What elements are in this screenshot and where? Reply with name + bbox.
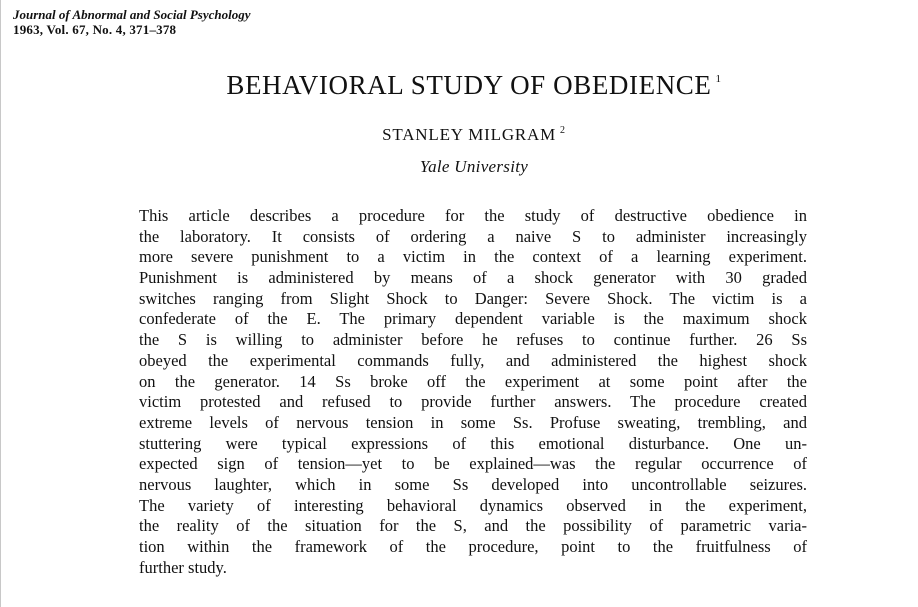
abstract-line: victim protested and refused to provide further answers. The procedure created bbox=[139, 392, 807, 412]
journal-header bbox=[13, 7, 251, 37]
author-block bbox=[0, 121, 918, 145]
abstract-line: The variety of interesting behavioral dynamics observed in the experiment, bbox=[139, 495, 807, 515]
journal-issue-info: 1963, Vol. 67, No. 4, 371–378 bbox=[13, 22, 177, 37]
abstract-line: obeyed the experimental commands fully, and administered the highest shock bbox=[139, 350, 807, 370]
abstract-line: the reality of the situation for the S, and the possibility of parametric varia- bbox=[139, 516, 807, 536]
abstract-line: Punishment is administered by means of a shock generator with 30 graded bbox=[139, 268, 807, 288]
article-title bbox=[226, 70, 721, 100]
abstract-line: tion within the framework of the procedure, point to the fruitfulness of bbox=[139, 537, 807, 556]
author-affiliation: Yale University bbox=[419, 157, 529, 176]
abstract-line: the S is willing to administer before he refuses to continue further. 26 Ss bbox=[139, 330, 807, 350]
abstract-line: confederate of the E. The primary dependent variable is the maximum shock bbox=[139, 309, 807, 329]
title-footnote-mark: 1 bbox=[715, 73, 722, 85]
author-name-text: STANLEY MILGRAM bbox=[382, 125, 557, 144]
abstract-line: This article describes a procedure for the study of destructive obedience in bbox=[139, 206, 807, 225]
article-title-text: BEHAVIORAL STUDY OF OBEDIENCE bbox=[226, 70, 712, 100]
author-name bbox=[382, 125, 566, 144]
abstract-line: nervous laughter, which in some Ss developed into uncontrollable seizures. bbox=[139, 474, 807, 494]
affiliation-block bbox=[0, 157, 918, 177]
abstract-line: on the generator. 14 Ss broke off the experiment at some point after the bbox=[139, 371, 807, 391]
journal-name: Journal of Abnormal and Social Psychology bbox=[13, 7, 251, 22]
abstract-line: expected sign of tension—yet to be explained—was the regular occurrence of bbox=[139, 454, 807, 474]
abstract-line: stuttering were typical expressions of this emotional disturbance. One un- bbox=[139, 433, 807, 453]
abstract-line: extreme levels of nervous tension in some Ss. Profuse sweating, trembling, and bbox=[139, 412, 807, 432]
abstract bbox=[139, 206, 807, 578]
abstract-line: more severe punishment to a victim in the context of a learning experiment. bbox=[139, 247, 807, 267]
abstract-line: further study. bbox=[139, 557, 227, 577]
abstract-line: the laboratory. It consists of ordering a naive S to administer increasingly bbox=[139, 226, 807, 246]
abstract-line: switches ranging from Slight Shock to Danger: Severe Shock. The victim is a bbox=[139, 288, 807, 308]
title-block bbox=[0, 64, 918, 100]
author-footnote-mark: 2 bbox=[560, 125, 566, 136]
